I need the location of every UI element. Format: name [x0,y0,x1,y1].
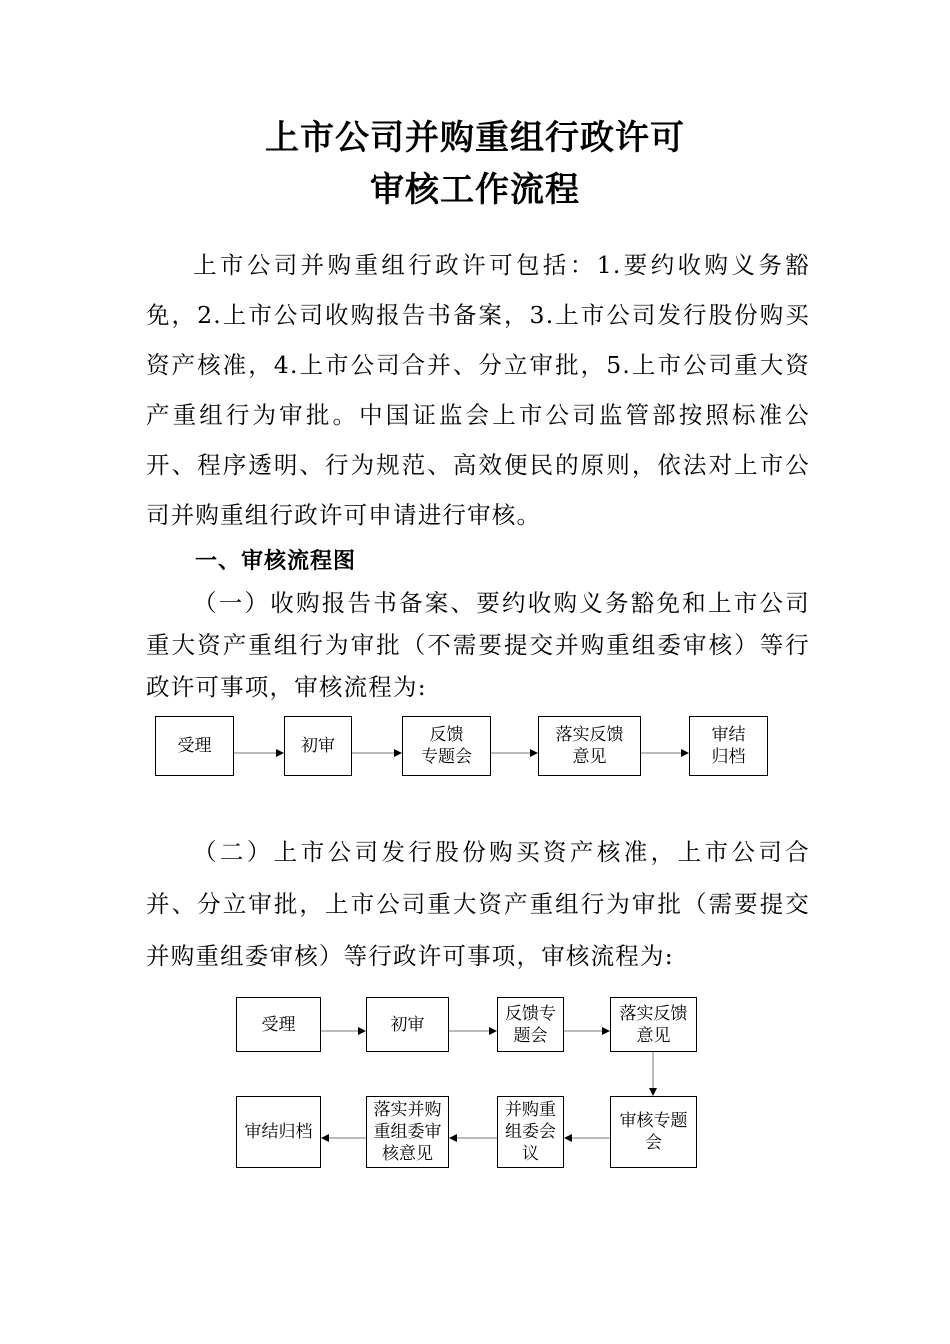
flow2-step-implement-committee-opinion [366,1096,449,1168]
intro-paragraph: 上市公司并购重组行政许可包括：1.要约收购义务豁免，2.上市公司收购报告书备案，3.上市公司发行股份购买资产核准，4.上市公司合并、分立审批，5.上市公司重大资产重组行为审批。中国证监会上市公司监管部按照标准公开、程序透明、行为规范、高效便民的原则，依法对上市公司并购重组行政许可申请进行审核。 [146,251,810,529]
flow2-step-implement-feedback [610,997,697,1052]
flow1-step-preliminary-review-label: 初审 [301,736,335,756]
flow2-step-committee-meeting-line3: 议 [522,1144,539,1164]
flow2-step-implement-committee-opinion-line2: 重组委审 [373,1122,442,1142]
flow2-step-implement-committee-opinion-line3: 核意见 [382,1144,433,1164]
flow1-step-implement-feedback-line1: 落实反馈 [555,725,624,745]
flow2-step-review-meeting-line1: 审核专题 [619,1111,688,1131]
flow1-step-accept [155,716,234,776]
flow2-step-archive [236,1096,321,1168]
flow2-step-implement-committee-opinion-line1: 落实并购 [373,1100,442,1120]
flow2-step-implement-feedback-line1: 落实反馈 [619,1003,688,1024]
flow2-step-archive-label: 审结归档 [244,1122,313,1142]
flow1-step-feedback-meeting-line2: 专题会 [421,747,472,767]
subsection-1-paragraph: （一）收购报告书备案、要约收购义务豁免和上市公司重大资产重组行为审批（不需要提交并购重组委审核）等行政许可事项，审核流程为: [146,589,810,701]
flow2-step-feedback-meeting-line1: 反馈专 [505,1003,556,1024]
section-heading: 一、审核流程图 [195,549,357,574]
flow1-step-archive-line2: 归档 [711,747,746,767]
flow2-step-feedback-meeting [497,997,564,1052]
flow1-step-implement-feedback [538,716,641,776]
document-title-line2: 审核工作流程 [370,170,580,210]
flow2-step-committee-meeting-line1: 并购重 [505,1100,556,1120]
flow1-step-implement-feedback-line2: 意见 [572,747,607,767]
flow1-step-accept-label: 受理 [177,736,212,756]
flow2-step-accept [236,997,321,1052]
flow1-step-preliminary-review [284,716,352,776]
flow2-step-preliminary-review [366,997,449,1052]
flow1-step-feedback-meeting-line1: 反馈 [429,725,464,745]
flow2-step-preliminary-review-label: 初审 [390,1014,425,1035]
flow1-step-archive-line1: 审结 [711,725,746,745]
document-title-line1: 上市公司并购重组行政许可 [265,118,685,158]
flow2-step-accept-label: 受理 [261,1014,296,1035]
flow2-step-committee-meeting-line2: 组委会 [505,1122,556,1142]
flow2-step-committee-meeting [497,1096,564,1168]
flow2-step-feedback-meeting-line2: 题会 [513,1025,548,1046]
flow1-step-feedback-meeting [402,716,491,776]
flow2-step-review-meeting [610,1096,697,1168]
flow2-step-implement-feedback-line2: 意见 [636,1025,671,1046]
flow2-step-review-meeting-line2: 会 [645,1133,662,1153]
flow1-step-archive [689,716,768,776]
subsection-2-paragraph: （二）上市公司发行股份购买资产核准，上市公司合并、分立审批，上市公司重大资产重组行为审批（需要提交并购重组委审核）等行政许可事项，审核流程为: [146,838,810,970]
